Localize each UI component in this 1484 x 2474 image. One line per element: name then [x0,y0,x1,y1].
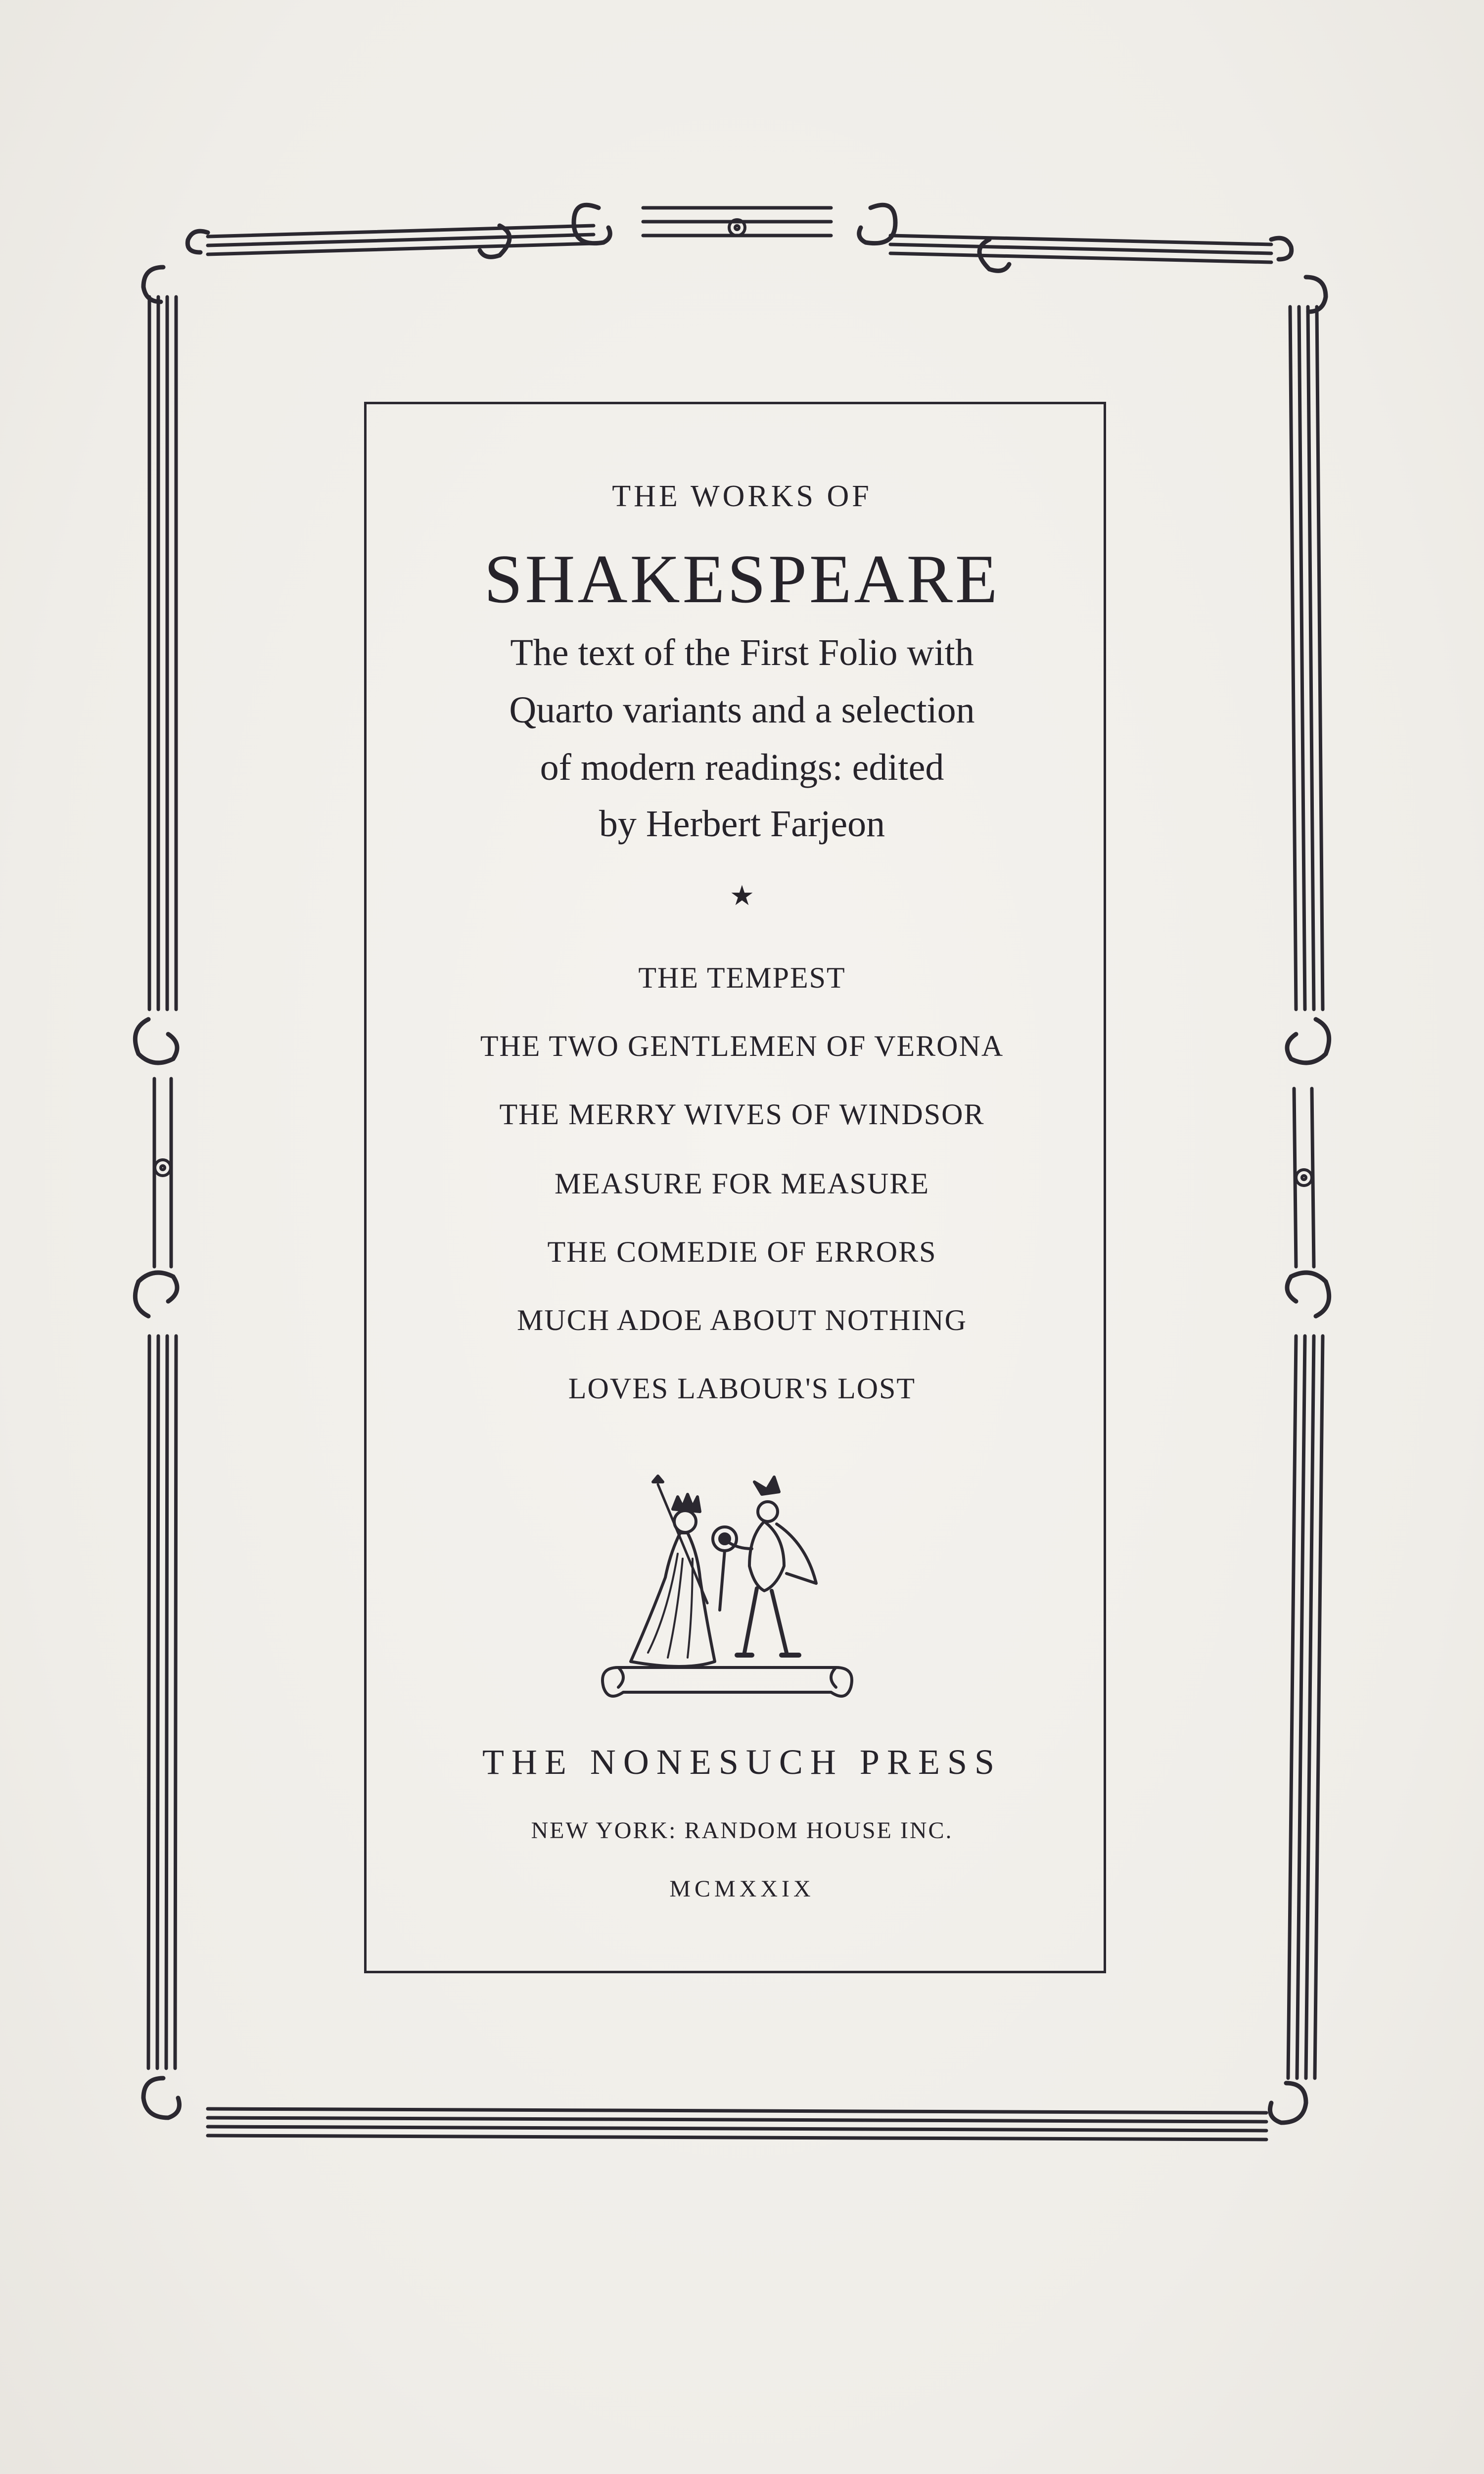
printers-device-icon [594,1475,861,1707]
play-title: THE COMEDIE OF ERRORS [547,1236,937,1268]
star-separator-icon: ★ [729,881,755,911]
subtitle-line: Quarto variants and a selection [509,689,975,731]
editor-line: by Herbert Farjeon [599,803,885,845]
publisher-name: THE NONESUCH PRESS [482,1742,1002,1782]
subtitle-line: The text of the First Folio with [510,632,974,673]
subtitle-line: of modern readings: edited [540,747,944,788]
publisher-place: NEW YORK: RANDOM HOUSE INC. [531,1817,953,1844]
publication-year: MCMXXIX [669,1876,815,1902]
play-title: MEASURE FOR MEASURE [554,1167,930,1200]
play-title: THE TWO GENTLEMEN OF VERONA [480,1030,1004,1062]
works-of-heading: THE WORKS OF [612,479,872,513]
play-title: THE MERRY WIVES OF WINDSOR [499,1098,985,1131]
play-title: THE TEMPEST [638,961,846,994]
play-title: MUCH ADOE ABOUT NOTHING [517,1304,967,1336]
play-title: LOVES LABOUR'S LOST [568,1372,916,1405]
author-title: SHAKESPEARE [484,541,1000,618]
